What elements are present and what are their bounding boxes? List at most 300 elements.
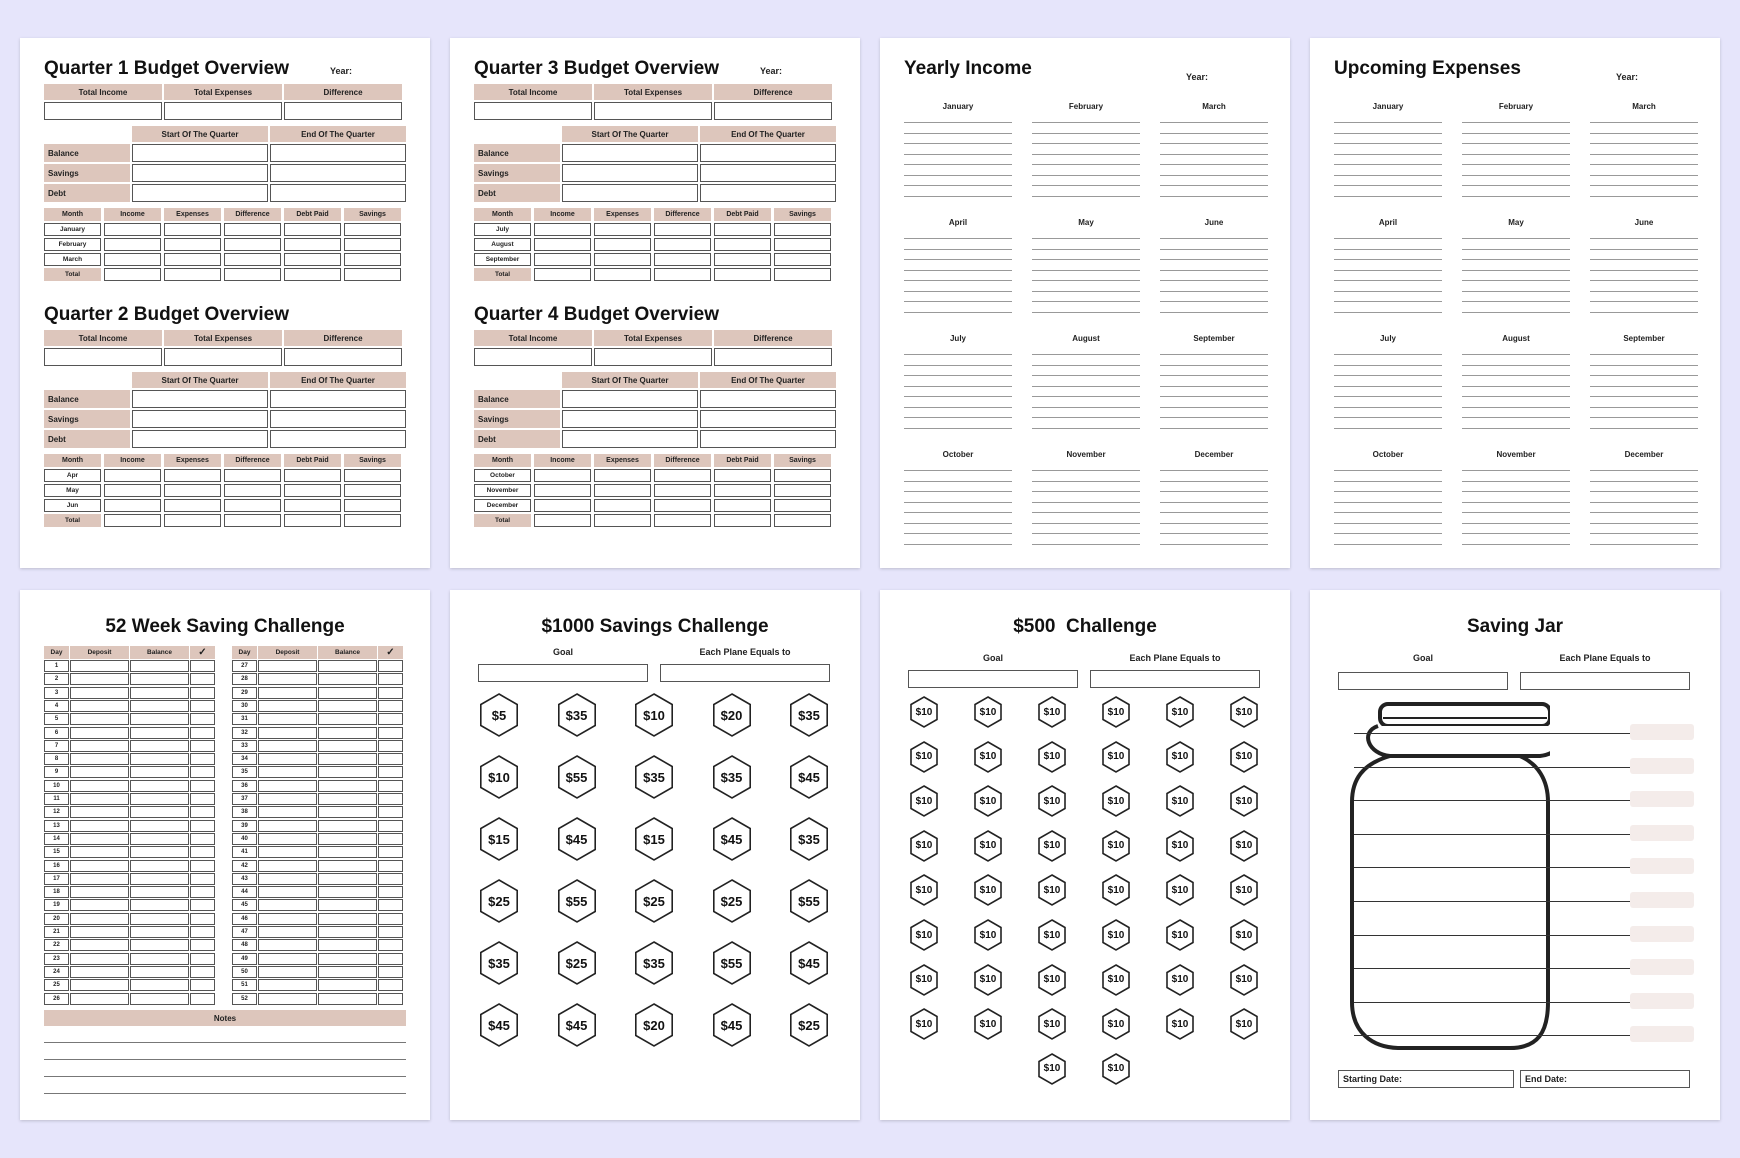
hexagon-plane[interactable] <box>1099 1052 1133 1086</box>
budget-value-cell[interactable] <box>44 348 162 366</box>
week-cell[interactable] <box>130 833 189 845</box>
week-cell[interactable] <box>258 766 317 778</box>
week-cell[interactable] <box>378 660 403 672</box>
week-cell[interactable] <box>190 806 215 818</box>
week-cell[interactable] <box>190 886 215 898</box>
hexagon-plane[interactable] <box>1227 695 1261 729</box>
month-cell[interactable] <box>224 514 281 527</box>
quarter-start-cell[interactable] <box>132 184 268 202</box>
month-cell[interactable] <box>654 499 711 512</box>
jar-amount-tag[interactable] <box>1630 993 1694 1009</box>
quarter-end-cell[interactable] <box>270 164 406 182</box>
week-cell[interactable] <box>258 806 317 818</box>
budget-value-cell[interactable] <box>714 102 832 120</box>
hexagon-plane[interactable] <box>1227 963 1261 997</box>
hexagon-plane[interactable] <box>1099 963 1133 997</box>
month-cell[interactable] <box>714 514 771 527</box>
week-cell[interactable] <box>318 687 377 699</box>
hexagon-plane[interactable] <box>554 940 600 986</box>
hexagon-plane[interactable] <box>631 1002 677 1048</box>
week-cell[interactable] <box>130 899 189 911</box>
hexagon-plane[interactable] <box>1163 784 1197 818</box>
month-cell[interactable] <box>594 499 651 512</box>
week-cell[interactable] <box>190 913 215 925</box>
week-cell[interactable] <box>130 660 189 672</box>
week-cell[interactable] <box>318 886 377 898</box>
budget-value-cell[interactable] <box>164 348 282 366</box>
week-cell[interactable] <box>258 660 317 672</box>
hexagon-plane[interactable] <box>786 940 832 986</box>
week-cell[interactable] <box>130 953 189 965</box>
jar-amount-tag[interactable] <box>1630 926 1694 942</box>
month-cell[interactable] <box>284 223 341 236</box>
week-cell[interactable] <box>378 899 403 911</box>
month-cell[interactable] <box>224 469 281 482</box>
quarter-end-cell[interactable] <box>270 144 406 162</box>
start-date-field[interactable] <box>1338 1070 1514 1088</box>
week-cell[interactable] <box>318 700 377 712</box>
month-cell[interactable] <box>534 223 591 236</box>
week-cell[interactable] <box>258 899 317 911</box>
month-cell[interactable] <box>224 223 281 236</box>
week-cell[interactable] <box>378 926 403 938</box>
week-cell[interactable] <box>378 806 403 818</box>
week-cell[interactable] <box>130 806 189 818</box>
hexagon-plane[interactable] <box>786 816 832 862</box>
month-cell[interactable] <box>534 514 591 527</box>
week-cell[interactable] <box>378 873 403 885</box>
week-cell[interactable] <box>318 860 377 872</box>
week-cell[interactable] <box>258 753 317 765</box>
week-cell[interactable] <box>130 979 189 991</box>
month-cell[interactable] <box>654 268 711 281</box>
week-cell[interactable] <box>190 753 215 765</box>
week-cell[interactable] <box>318 993 377 1005</box>
month-cell[interactable] <box>774 514 831 527</box>
quarter-end-cell[interactable] <box>700 410 836 428</box>
week-cell[interactable] <box>70 926 129 938</box>
week-cell[interactable] <box>130 713 189 725</box>
month-cell[interactable] <box>774 499 831 512</box>
hexagon-plane[interactable] <box>1035 695 1069 729</box>
week-cell[interactable] <box>190 993 215 1005</box>
week-cell[interactable] <box>318 660 377 672</box>
week-cell[interactable] <box>190 873 215 885</box>
week-cell[interactable] <box>258 886 317 898</box>
week-cell[interactable] <box>70 953 129 965</box>
month-cell[interactable] <box>164 253 221 266</box>
week-cell[interactable] <box>378 687 403 699</box>
month-cell[interactable] <box>534 238 591 251</box>
month-cell[interactable] <box>774 484 831 497</box>
quarter-start-cell[interactable] <box>562 144 698 162</box>
month-cell[interactable] <box>344 268 401 281</box>
week-cell[interactable] <box>378 993 403 1005</box>
month-cell[interactable] <box>344 238 401 251</box>
week-cell[interactable] <box>70 687 129 699</box>
week-cell[interactable] <box>70 833 129 845</box>
week-cell[interactable] <box>70 780 129 792</box>
week-cell[interactable] <box>130 873 189 885</box>
week-cell[interactable] <box>70 873 129 885</box>
week-cell[interactable] <box>378 740 403 752</box>
hexagon-plane[interactable] <box>1035 963 1069 997</box>
week-cell[interactable] <box>378 793 403 805</box>
hexagon-plane[interactable] <box>1099 918 1133 952</box>
week-cell[interactable] <box>70 846 129 858</box>
hexagon-plane[interactable] <box>1035 873 1069 907</box>
week-cell[interactable] <box>70 727 129 739</box>
week-cell[interactable] <box>318 979 377 991</box>
each-plane-input[interactable] <box>1090 670 1260 688</box>
month-cell[interactable] <box>714 268 771 281</box>
week-cell[interactable] <box>378 860 403 872</box>
week-cell[interactable] <box>318 753 377 765</box>
week-cell[interactable] <box>318 966 377 978</box>
hexagon-plane[interactable] <box>971 963 1005 997</box>
hexagon-plane[interactable] <box>1227 1007 1261 1041</box>
week-cell[interactable] <box>130 926 189 938</box>
month-cell[interactable] <box>224 253 281 266</box>
hexagon-plane[interactable] <box>971 740 1005 774</box>
hexagon-plane[interactable] <box>786 1002 832 1048</box>
month-cell[interactable] <box>594 223 651 236</box>
week-cell[interactable] <box>130 740 189 752</box>
week-cell[interactable] <box>130 846 189 858</box>
hexagon-plane[interactable] <box>907 873 941 907</box>
hexagon-plane[interactable] <box>554 1002 600 1048</box>
month-cell[interactable] <box>224 268 281 281</box>
week-cell[interactable] <box>378 766 403 778</box>
week-cell[interactable] <box>190 899 215 911</box>
hexagon-plane[interactable] <box>476 692 522 738</box>
hexagon-plane[interactable] <box>971 918 1005 952</box>
week-cell[interactable] <box>378 753 403 765</box>
quarter-end-cell[interactable] <box>700 164 836 182</box>
goal-input[interactable] <box>908 670 1078 688</box>
month-cell[interactable] <box>594 238 651 251</box>
quarter-start-cell[interactable] <box>562 184 698 202</box>
week-cell[interactable] <box>318 820 377 832</box>
month-cell[interactable] <box>284 514 341 527</box>
week-cell[interactable] <box>378 780 403 792</box>
month-cell[interactable] <box>344 223 401 236</box>
budget-value-cell[interactable] <box>594 102 712 120</box>
week-cell[interactable] <box>70 979 129 991</box>
week-cell[interactable] <box>258 673 317 685</box>
week-cell[interactable] <box>70 913 129 925</box>
week-cell[interactable] <box>190 953 215 965</box>
month-cell[interactable] <box>224 499 281 512</box>
hexagon-plane[interactable] <box>1035 829 1069 863</box>
week-cell[interactable] <box>378 727 403 739</box>
week-cell[interactable] <box>318 873 377 885</box>
month-cell[interactable] <box>284 268 341 281</box>
budget-value-cell[interactable] <box>474 102 592 120</box>
jar-amount-tag[interactable] <box>1630 959 1694 975</box>
week-cell[interactable] <box>190 833 215 845</box>
quarter-end-cell[interactable] <box>700 390 836 408</box>
jar-amount-tag[interactable] <box>1630 758 1694 774</box>
week-cell[interactable] <box>318 740 377 752</box>
hexagon-plane[interactable] <box>1163 829 1197 863</box>
week-cell[interactable] <box>70 713 129 725</box>
week-cell[interactable] <box>258 979 317 991</box>
month-cell[interactable] <box>714 499 771 512</box>
month-cell[interactable] <box>654 238 711 251</box>
month-cell[interactable] <box>164 268 221 281</box>
budget-value-cell[interactable] <box>284 102 402 120</box>
week-cell[interactable] <box>258 727 317 739</box>
hexagon-plane[interactable] <box>631 692 677 738</box>
week-cell[interactable] <box>130 673 189 685</box>
hexagon-plane[interactable] <box>554 816 600 862</box>
hexagon-plane[interactable] <box>786 878 832 924</box>
hexagon-plane[interactable] <box>907 784 941 818</box>
hexagon-plane[interactable] <box>1099 829 1133 863</box>
quarter-end-cell[interactable] <box>700 430 836 448</box>
week-cell[interactable] <box>70 860 129 872</box>
week-cell[interactable] <box>190 939 215 951</box>
week-cell[interactable] <box>130 939 189 951</box>
each-plane-input[interactable] <box>1520 672 1690 690</box>
week-cell[interactable] <box>258 966 317 978</box>
hexagon-plane[interactable] <box>1099 784 1133 818</box>
week-cell[interactable] <box>130 993 189 1005</box>
week-cell[interactable] <box>258 873 317 885</box>
hexagon-plane[interactable] <box>476 940 522 986</box>
quarter-end-cell[interactable] <box>270 410 406 428</box>
week-cell[interactable] <box>378 846 403 858</box>
jar-amount-tag[interactable] <box>1630 892 1694 908</box>
week-cell[interactable] <box>378 913 403 925</box>
hexagon-plane[interactable] <box>786 692 832 738</box>
week-cell[interactable] <box>378 979 403 991</box>
week-cell[interactable] <box>190 926 215 938</box>
budget-value-cell[interactable] <box>44 102 162 120</box>
month-cell[interactable] <box>284 238 341 251</box>
month-cell[interactable] <box>104 268 161 281</box>
month-cell[interactable] <box>284 469 341 482</box>
week-cell[interactable] <box>190 860 215 872</box>
week-cell[interactable] <box>258 780 317 792</box>
month-cell[interactable] <box>714 484 771 497</box>
week-cell[interactable] <box>190 820 215 832</box>
hexagon-plane[interactable] <box>476 1002 522 1048</box>
week-cell[interactable] <box>258 687 317 699</box>
hexagon-plane[interactable] <box>907 918 941 952</box>
month-cell[interactable] <box>284 499 341 512</box>
week-cell[interactable] <box>318 727 377 739</box>
hexagon-plane[interactable] <box>1163 740 1197 774</box>
hexagon-plane[interactable] <box>476 754 522 800</box>
quarter-start-cell[interactable] <box>132 144 268 162</box>
week-cell[interactable] <box>190 687 215 699</box>
week-cell[interactable] <box>318 713 377 725</box>
week-cell[interactable] <box>70 820 129 832</box>
week-cell[interactable] <box>190 766 215 778</box>
hexagon-plane[interactable] <box>1099 740 1133 774</box>
quarter-start-cell[interactable] <box>562 410 698 428</box>
week-cell[interactable] <box>130 886 189 898</box>
goal-input[interactable] <box>1338 672 1508 690</box>
week-cell[interactable] <box>190 846 215 858</box>
month-cell[interactable] <box>344 253 401 266</box>
week-cell[interactable] <box>130 687 189 699</box>
week-cell[interactable] <box>130 700 189 712</box>
hexagon-plane[interactable] <box>631 940 677 986</box>
week-cell[interactable] <box>70 753 129 765</box>
month-cell[interactable] <box>104 514 161 527</box>
quarter-start-cell[interactable] <box>562 164 698 182</box>
hexagon-plane[interactable] <box>1035 1052 1069 1086</box>
week-cell[interactable] <box>190 780 215 792</box>
hexagon-plane[interactable] <box>971 829 1005 863</box>
week-cell[interactable] <box>258 953 317 965</box>
quarter-end-cell[interactable] <box>700 144 836 162</box>
week-cell[interactable] <box>258 926 317 938</box>
month-cell[interactable] <box>774 469 831 482</box>
budget-value-cell[interactable] <box>474 348 592 366</box>
hexagon-plane[interactable] <box>709 878 755 924</box>
week-cell[interactable] <box>130 727 189 739</box>
hexagon-plane[interactable] <box>1227 873 1261 907</box>
month-cell[interactable] <box>594 484 651 497</box>
quarter-start-cell[interactable] <box>562 430 698 448</box>
week-cell[interactable] <box>190 660 215 672</box>
month-cell[interactable] <box>774 253 831 266</box>
month-cell[interactable] <box>714 223 771 236</box>
month-cell[interactable] <box>534 268 591 281</box>
hexagon-plane[interactable] <box>1099 1007 1133 1041</box>
hexagon-plane[interactable] <box>476 816 522 862</box>
jar-amount-tag[interactable] <box>1630 724 1694 740</box>
week-cell[interactable] <box>70 806 129 818</box>
week-cell[interactable] <box>70 793 129 805</box>
month-cell[interactable] <box>654 469 711 482</box>
month-cell[interactable] <box>224 238 281 251</box>
month-cell[interactable] <box>344 484 401 497</box>
week-cell[interactable] <box>70 939 129 951</box>
jar-amount-tag[interactable] <box>1630 1026 1694 1042</box>
week-cell[interactable] <box>190 700 215 712</box>
month-cell[interactable] <box>284 484 341 497</box>
hexagon-plane[interactable] <box>1035 784 1069 818</box>
week-cell[interactable] <box>70 766 129 778</box>
hexagon-plane[interactable] <box>907 695 941 729</box>
week-cell[interactable] <box>258 700 317 712</box>
hexagon-plane[interactable] <box>907 1007 941 1041</box>
week-cell[interactable] <box>130 860 189 872</box>
month-cell[interactable] <box>104 469 161 482</box>
week-cell[interactable] <box>378 939 403 951</box>
hexagon-plane[interactable] <box>1163 695 1197 729</box>
hexagon-plane[interactable] <box>1163 918 1197 952</box>
week-cell[interactable] <box>318 939 377 951</box>
week-cell[interactable] <box>130 966 189 978</box>
week-cell[interactable] <box>130 766 189 778</box>
month-cell[interactable] <box>534 499 591 512</box>
week-cell[interactable] <box>70 700 129 712</box>
budget-value-cell[interactable] <box>284 348 402 366</box>
quarter-start-cell[interactable] <box>132 410 268 428</box>
month-cell[interactable] <box>104 499 161 512</box>
quarter-start-cell[interactable] <box>132 430 268 448</box>
quarter-end-cell[interactable] <box>270 430 406 448</box>
week-cell[interactable] <box>318 926 377 938</box>
week-cell[interactable] <box>258 913 317 925</box>
month-cell[interactable] <box>534 469 591 482</box>
week-cell[interactable] <box>318 913 377 925</box>
week-cell[interactable] <box>70 886 129 898</box>
hexagon-plane[interactable] <box>1099 873 1133 907</box>
hexagon-plane[interactable] <box>907 829 941 863</box>
week-cell[interactable] <box>130 753 189 765</box>
week-cell[interactable] <box>190 727 215 739</box>
quarter-start-cell[interactable] <box>132 164 268 182</box>
week-cell[interactable] <box>70 673 129 685</box>
budget-value-cell[interactable] <box>714 348 832 366</box>
month-cell[interactable] <box>594 514 651 527</box>
week-cell[interactable] <box>70 993 129 1005</box>
month-cell[interactable] <box>594 469 651 482</box>
hexagon-plane[interactable] <box>1227 740 1261 774</box>
hexagon-plane[interactable] <box>971 873 1005 907</box>
each-plane-input[interactable] <box>660 664 830 682</box>
hexagon-plane[interactable] <box>1163 873 1197 907</box>
quarter-end-cell[interactable] <box>270 184 406 202</box>
week-cell[interactable] <box>70 899 129 911</box>
week-cell[interactable] <box>190 713 215 725</box>
hexagon-plane[interactable] <box>971 695 1005 729</box>
week-cell[interactable] <box>258 793 317 805</box>
week-cell[interactable] <box>130 913 189 925</box>
month-cell[interactable] <box>104 484 161 497</box>
month-cell[interactable] <box>344 469 401 482</box>
end-date-field[interactable] <box>1520 1070 1690 1088</box>
quarter-end-cell[interactable] <box>700 184 836 202</box>
hexagon-plane[interactable] <box>554 692 600 738</box>
week-cell[interactable] <box>258 846 317 858</box>
hexagon-plane[interactable] <box>1035 1007 1069 1041</box>
week-cell[interactable] <box>130 793 189 805</box>
month-cell[interactable] <box>714 253 771 266</box>
hexagon-plane[interactable] <box>554 754 600 800</box>
month-cell[interactable] <box>344 499 401 512</box>
month-cell[interactable] <box>284 253 341 266</box>
week-cell[interactable] <box>378 966 403 978</box>
quarter-end-cell[interactable] <box>270 390 406 408</box>
month-cell[interactable] <box>164 499 221 512</box>
hexagon-plane[interactable] <box>971 1007 1005 1041</box>
month-cell[interactable] <box>104 238 161 251</box>
hexagon-plane[interactable] <box>631 878 677 924</box>
month-cell[interactable] <box>164 238 221 251</box>
month-cell[interactable] <box>224 484 281 497</box>
hexagon-plane[interactable] <box>1227 918 1261 952</box>
hexagon-plane[interactable] <box>1035 740 1069 774</box>
week-cell[interactable] <box>130 820 189 832</box>
week-cell[interactable] <box>378 886 403 898</box>
week-cell[interactable] <box>378 833 403 845</box>
jar-amount-tag[interactable] <box>1630 791 1694 807</box>
goal-input[interactable] <box>478 664 648 682</box>
week-cell[interactable] <box>318 673 377 685</box>
hexagon-plane[interactable] <box>631 754 677 800</box>
hexagon-plane[interactable] <box>1163 1007 1197 1041</box>
hexagon-plane[interactable] <box>786 754 832 800</box>
week-cell[interactable] <box>130 780 189 792</box>
